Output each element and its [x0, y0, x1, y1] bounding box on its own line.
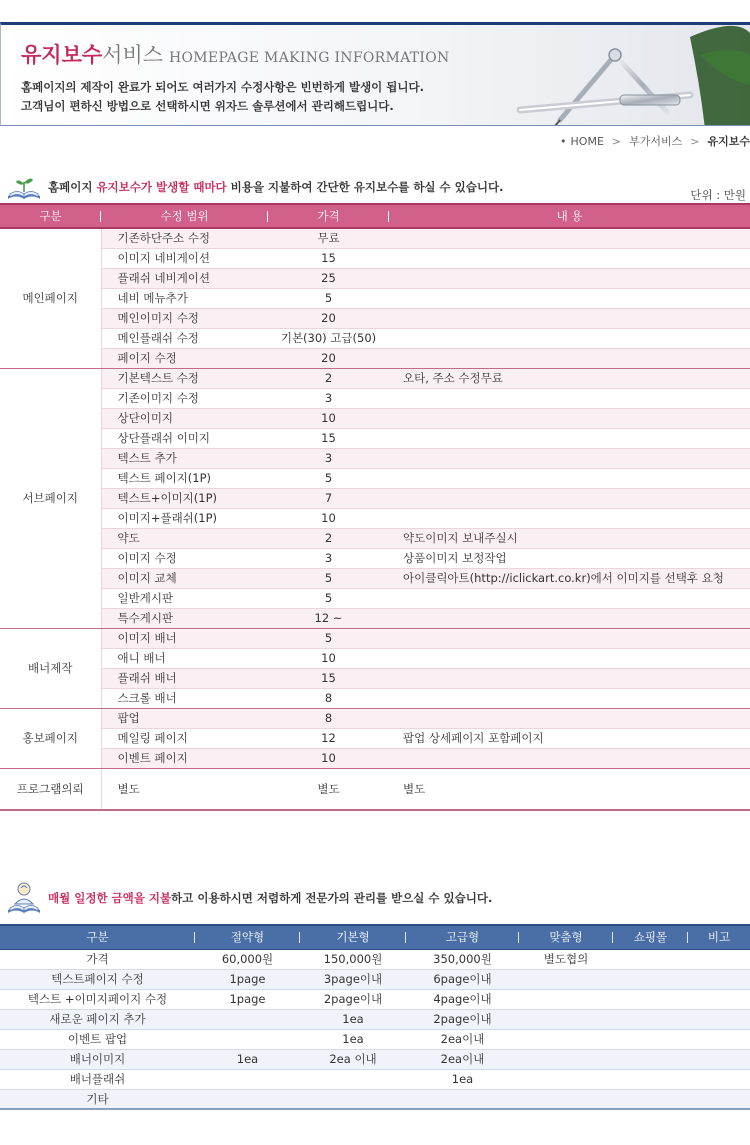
plan-cell [519, 1049, 613, 1069]
chevron-right-icon: > [611, 135, 622, 148]
plan-cell [688, 1009, 750, 1029]
plan-cell [519, 1029, 613, 1049]
note-cell [389, 328, 750, 348]
plan-cell: 4page이내 [406, 989, 519, 1009]
note-cell [389, 708, 750, 728]
row-label-cell: 텍스트페이지 수정 [0, 969, 195, 989]
price-cell: 무료 [268, 228, 389, 248]
plan-cell: 3page이내 [300, 969, 406, 989]
open-book-plant-icon [6, 172, 42, 202]
plan-cell [519, 1009, 613, 1029]
note-cell [389, 228, 750, 248]
price-cell: 10 [268, 748, 389, 768]
plan-cell [519, 1089, 613, 1109]
plan-cell: 150,000원 [300, 949, 406, 969]
breadcrumb-home-link[interactable]: HOME [570, 135, 604, 148]
table-row [0, 688, 750, 708]
plan-cell [613, 949, 688, 969]
price-cell: 5 [268, 568, 389, 588]
table-row [0, 949, 750, 969]
plan-cell: 1ea [406, 1069, 519, 1089]
table-row [0, 748, 750, 768]
banner-title [21, 39, 450, 69]
row-label-cell: 가격 [0, 949, 195, 969]
price-cell: 5 [268, 588, 389, 608]
scope-cell: 팝업 [101, 708, 268, 728]
row-label-cell: 배너이미지 [0, 1049, 195, 1069]
table-row [0, 448, 750, 468]
category-cell: 배너제작 [0, 628, 101, 708]
price-cell: 2 [268, 528, 389, 548]
plan-cell: 2ea이내 [406, 1029, 519, 1049]
table-row [0, 368, 750, 388]
plan-cell [613, 1029, 688, 1049]
plan-cell: 2page이내 [406, 1009, 519, 1029]
scope-cell: 텍스트 추가 [101, 448, 268, 468]
scope-cell: 이미지 수정 [101, 548, 268, 568]
plan-cell [688, 989, 750, 1009]
row-label-cell: 새로운 페이지 추가 [0, 1009, 195, 1029]
scope-cell: 플래쉬 배너 [101, 668, 268, 688]
scope-cell: 텍스트 페이지(1P) [101, 468, 268, 488]
note-cell: 아이클릭아트(http://iclickart.co.kr)에서 이미지를 선택후 요청 [389, 568, 750, 588]
note-cell: 상품이미지 보정작업 [389, 548, 750, 568]
table-row [0, 708, 750, 728]
price-cell: 15 [268, 428, 389, 448]
table-row [0, 608, 750, 628]
price-cell: 8 [268, 688, 389, 708]
note-cell [389, 388, 750, 408]
monthly-plan-table [0, 924, 750, 1110]
note-cell [389, 608, 750, 628]
plan-cell [300, 1089, 406, 1109]
scope-cell: 메인플래쉬 수정 [101, 328, 268, 348]
price-cell: 10 [268, 508, 389, 528]
section2-intro-text: 매월 일정한 금액을 지불하고 이용하시면 저렴하게 전문가의 관리를 받으실 수 있습니다. [48, 891, 493, 905]
header-basic-plan: 기본형 [300, 925, 406, 949]
banner-description-line1: 홈페이지의 제작이 완료가 되어도 여러가지 수정사항은 빈번하게 발생이 됩니다. [21, 80, 424, 94]
note-cell: 별도 [389, 768, 750, 810]
price-cell: 20 [268, 308, 389, 328]
table-row [0, 528, 750, 548]
chevron-right-icon: > [690, 135, 700, 148]
price-cell: 10 [268, 648, 389, 668]
note-cell [389, 628, 750, 648]
note-cell: 오타, 주소 수정무료 [389, 368, 750, 388]
table-row [0, 248, 750, 268]
table-row [0, 308, 750, 328]
scope-cell: 일반게시판 [101, 588, 268, 608]
category-cell: 메인페이지 [0, 228, 101, 368]
section1-intro-text: 홈페이지 유지보수가 발생할 때마다 비용을 지불하여 간단한 유지보수를 하실 수 있습니다. [48, 180, 504, 194]
plan-cell: 6page이내 [406, 969, 519, 989]
scope-cell: 상단이미지 [101, 408, 268, 428]
plan-cell [406, 1089, 519, 1109]
header-category: 구분 [0, 925, 195, 949]
plan-cell [613, 1009, 688, 1029]
person-book-icon [6, 880, 42, 916]
plan-cell [688, 1069, 750, 1089]
breadcrumb-bullet-icon: • [560, 135, 567, 148]
plan-cell [195, 1009, 300, 1029]
note-cell [389, 488, 750, 508]
plan-cell [688, 1049, 750, 1069]
price-cell: 12 ~ [268, 608, 389, 628]
category-cell: 홍보페이지 [0, 708, 101, 768]
table-row [0, 488, 750, 508]
table-row [0, 1069, 750, 1089]
header-scope: 수정 범위 [101, 204, 268, 228]
header-shopping-mall: 쇼핑몰 [613, 925, 688, 949]
price-cell: 2 [268, 368, 389, 388]
table-row [0, 628, 750, 648]
note-cell [389, 308, 750, 328]
table-row [0, 408, 750, 428]
banner-title-sub: 서비스 [102, 43, 164, 67]
note-cell [389, 508, 750, 528]
price-cell: 15 [268, 668, 389, 688]
banner-title-main: 유지보수 [21, 43, 103, 67]
price-cell: 25 [268, 268, 389, 288]
scope-cell: 이미지 교체 [101, 568, 268, 588]
plan-cell: 별도협의 [519, 949, 613, 969]
table-row [0, 268, 750, 288]
plan-cell [519, 989, 613, 1009]
unit-label: 단위 : 만원 [690, 188, 746, 202]
maintenance-price-table [0, 203, 750, 811]
note-cell [389, 428, 750, 448]
note-cell [389, 668, 750, 688]
price-cell: 3 [268, 388, 389, 408]
category-cell: 서브페이지 [0, 368, 101, 628]
table-row [0, 588, 750, 608]
note-cell [389, 268, 750, 288]
scope-cell: 메인이미지 수정 [101, 308, 268, 328]
banner-title-english: HOMEPAGE MAKING INFORMATION [169, 50, 450, 66]
price-cell: 기본(30) 고급(50) [268, 328, 389, 348]
scope-cell: 플래쉬 네비게이션 [101, 268, 268, 288]
scope-cell: 네비 메뉴추가 [101, 288, 268, 308]
scope-cell: 스크롤 배너 [101, 688, 268, 708]
plan-cell [613, 1089, 688, 1109]
compass-ruler-icon [500, 25, 750, 126]
plan-cell [519, 1069, 613, 1089]
plan-cell [195, 1089, 300, 1109]
table-row [0, 768, 750, 810]
plan-cell: 1page [195, 989, 300, 1009]
table-row [0, 1089, 750, 1109]
plan-cell [613, 989, 688, 1009]
plan-cell [195, 1069, 300, 1089]
plan-cell [613, 1069, 688, 1089]
table-row [0, 548, 750, 568]
banner-description-line2: 고객님이 편하신 방법으로 선택하시면 위자드 솔루션에서 관리해드립니다. [21, 99, 394, 113]
plan-cell [688, 949, 750, 969]
note-cell: 약도이미지 보내주실시 [389, 528, 750, 548]
scope-cell: 별도 [101, 768, 268, 810]
plan-cell [688, 1029, 750, 1049]
price-cell: 12 [268, 728, 389, 748]
note-cell [389, 588, 750, 608]
table-row [0, 468, 750, 488]
price-cell: 5 [268, 468, 389, 488]
plan-cell: 2ea이내 [406, 1049, 519, 1069]
price-cell: 8 [268, 708, 389, 728]
table-row [0, 388, 750, 408]
note-cell [389, 468, 750, 488]
plan-cell: 60,000원 [195, 949, 300, 969]
category-cell: 프로그램의뢰 [0, 768, 101, 810]
table-row [0, 568, 750, 588]
plan-cell [195, 1029, 300, 1049]
price-cell: 7 [268, 488, 389, 508]
section1-intro [6, 172, 503, 202]
header-category: 구분 [0, 204, 101, 228]
scope-cell: 특수게시판 [101, 608, 268, 628]
plan-cell [613, 1049, 688, 1069]
plan-cell: 1page [195, 969, 300, 989]
breadcrumb-parent-link[interactable]: 부가서비스 [629, 135, 683, 148]
scope-cell: 메일링 페이지 [101, 728, 268, 748]
table-row [0, 508, 750, 528]
scope-cell: 이미지 배너 [101, 628, 268, 648]
plan-cell [613, 969, 688, 989]
price-cell: 3 [268, 448, 389, 468]
scope-cell: 이벤트 페이지 [101, 748, 268, 768]
scope-cell: 페이지 수정 [101, 348, 268, 368]
table-row [0, 1029, 750, 1049]
plan-cell [300, 1069, 406, 1089]
note-cell [389, 448, 750, 468]
table-row [0, 348, 750, 368]
scope-cell: 기본텍스트 수정 [101, 368, 268, 388]
plan-cell: 2ea 이내 [300, 1049, 406, 1069]
note-cell [389, 248, 750, 268]
plan-cell [519, 969, 613, 989]
scope-cell: 기존이미지 수정 [101, 388, 268, 408]
row-label-cell: 기타 [0, 1089, 195, 1109]
price-cell: 5 [268, 628, 389, 648]
section2-intro [6, 880, 492, 916]
plan-cell: 2page이내 [300, 989, 406, 1009]
table-row [0, 228, 750, 248]
scope-cell: 약도 [101, 528, 268, 548]
table-row [0, 648, 750, 668]
scope-cell: 텍스트+이미지(1P) [101, 488, 268, 508]
plan-cell: 350,000원 [406, 949, 519, 969]
plan-cell [688, 1089, 750, 1109]
price-cell: 3 [268, 548, 389, 568]
price-cell: 별도 [268, 768, 389, 810]
table-row [0, 428, 750, 448]
price-cell: 10 [268, 408, 389, 428]
scope-cell: 이미지+플래쉬(1P) [101, 508, 268, 528]
table-row [0, 288, 750, 308]
plan-cell: 1ea [195, 1049, 300, 1069]
header-custom-plan: 맞춤형 [519, 925, 613, 949]
price-cell: 15 [268, 248, 389, 268]
row-label-cell: 배너플래쉬 [0, 1069, 195, 1089]
note-cell [389, 288, 750, 308]
table-row [0, 328, 750, 348]
breadcrumb-current: 유지보수 [707, 135, 750, 148]
note-cell: 팝업 상세페이지 포함페이지 [389, 728, 750, 748]
note-cell [389, 688, 750, 708]
scope-cell: 이미지 네비게이션 [101, 248, 268, 268]
price-cell: 5 [268, 288, 389, 308]
scope-cell: 상단플래쉬 이미지 [101, 428, 268, 448]
page-banner [0, 22, 750, 126]
note-cell [389, 408, 750, 428]
plan-cell: 1ea [300, 1009, 406, 1029]
table-row [0, 728, 750, 748]
table-row [0, 668, 750, 688]
header-premium-plan: 고급형 [406, 925, 519, 949]
header-price: 가격 [268, 204, 389, 228]
header-remarks: 비고 [688, 925, 750, 949]
scope-cell: 애니 배너 [101, 648, 268, 668]
plan-cell [688, 969, 750, 989]
row-label-cell: 텍스트 +이미지페이지 수정 [0, 989, 195, 1009]
note-cell [389, 348, 750, 368]
note-cell [389, 748, 750, 768]
price-cell: 20 [268, 348, 389, 368]
table-row [0, 1049, 750, 1069]
table-row [0, 1009, 750, 1029]
header-saver-plan: 절약형 [195, 925, 300, 949]
table-row [0, 969, 750, 989]
header-content: 내 용 [389, 204, 750, 228]
row-label-cell: 이벤트 팝업 [0, 1029, 195, 1049]
table-header-row [0, 925, 750, 949]
scope-cell: 기존하단주소 수정 [101, 228, 268, 248]
table-header-row [0, 204, 750, 228]
plan-cell: 1ea [300, 1029, 406, 1049]
breadcrumb [560, 133, 750, 149]
note-cell [389, 648, 750, 668]
table-row [0, 989, 750, 1009]
